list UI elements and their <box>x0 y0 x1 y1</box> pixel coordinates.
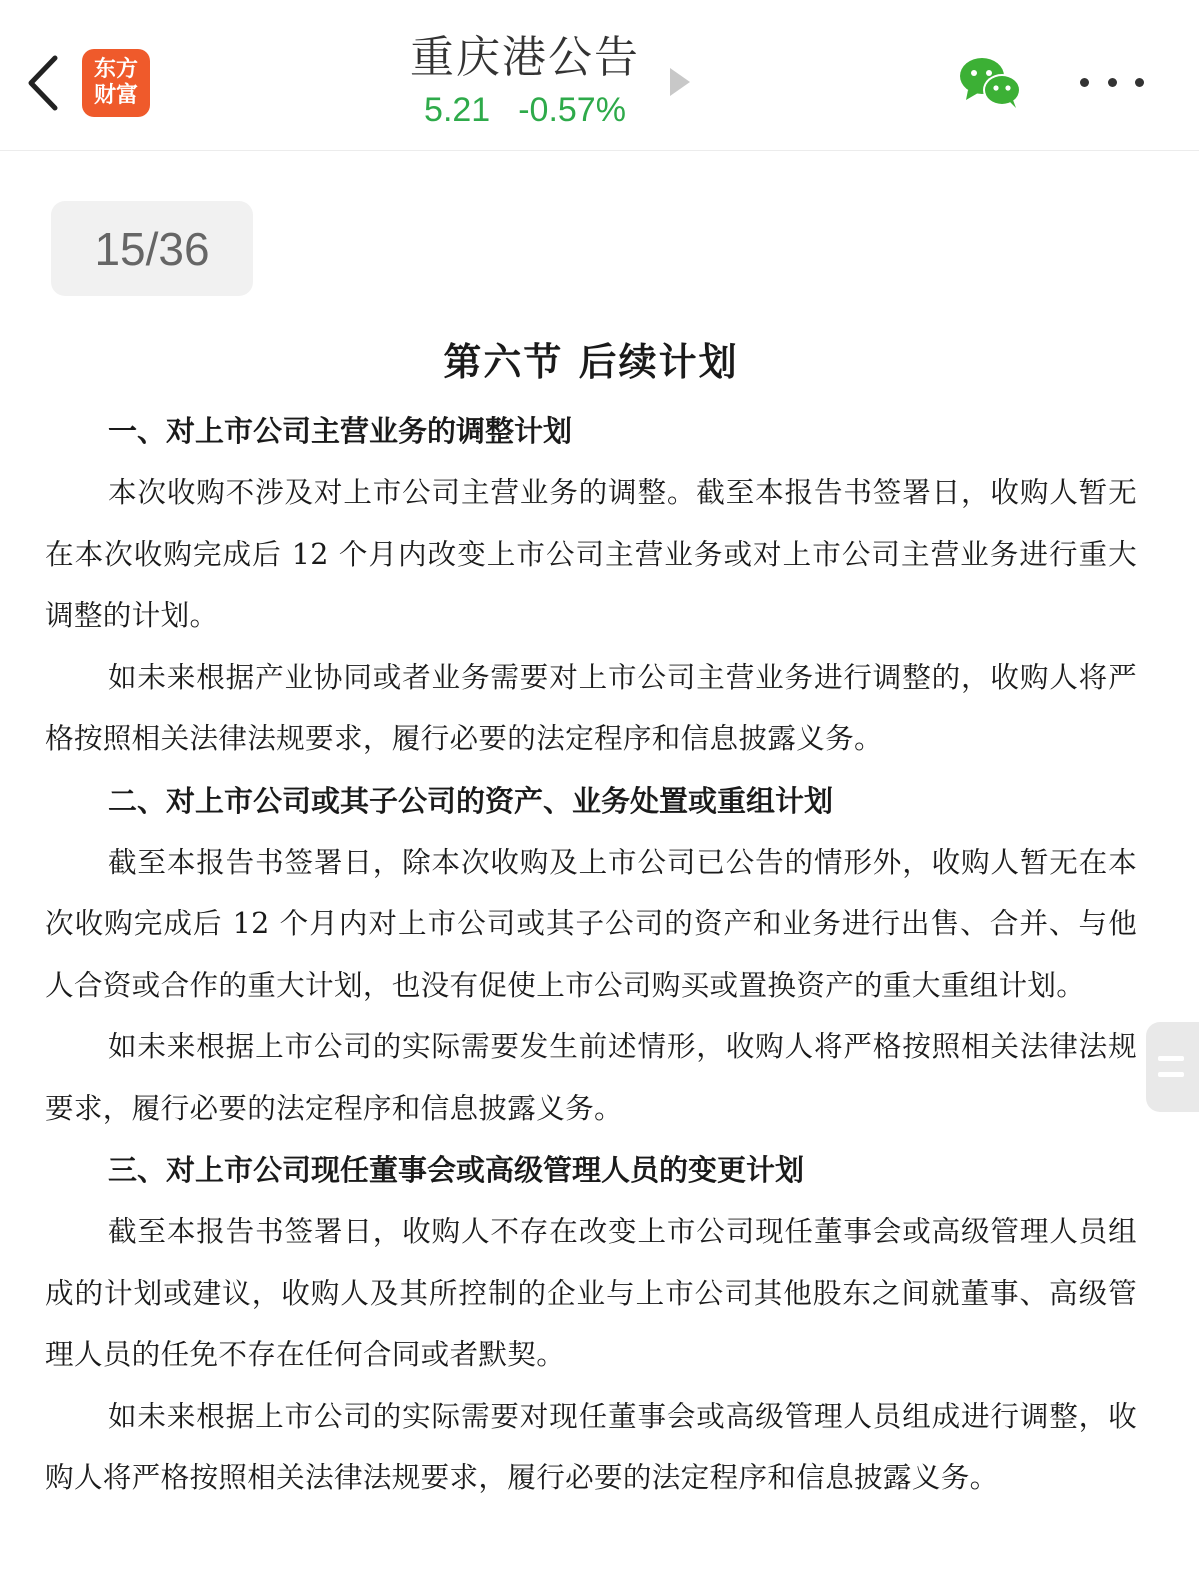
subsection-heading: 一、对上市公司主营业务的调整计划 <box>108 414 573 448</box>
logo-text-line1: 东方 <box>93 57 138 82</box>
top-bar <box>0 0 1199 151</box>
play-arrow-icon <box>666 66 694 98</box>
quote-detail-button[interactable] <box>666 66 694 98</box>
paragraph: 如未来根据上市公司的实际需要对现任董事会或高级管理人员组成进行调整，收购人将严格按照相关法律法规要求，履行必要的法定程序和信息披露义务。 <box>45 1398 1137 1494</box>
handle-line-icon <box>1158 1072 1184 1077</box>
back-arrow-icon <box>25 54 61 112</box>
paragraph: 如未来根据上市公司的实际需要发生前述情形，收购人将严格按照相关法律法规要求，履行必要的法定程序和信息披露义务。 <box>45 1029 1137 1125</box>
more-dots-icon <box>1135 78 1144 87</box>
wechat-share-button[interactable] <box>958 56 1024 110</box>
wechat-icon <box>958 56 1024 110</box>
side-drawer-handle[interactable] <box>1146 1022 1199 1112</box>
page-indicator: 15/36 <box>51 201 253 296</box>
more-dots-icon <box>1108 78 1117 87</box>
handle-line-icon <box>1158 1056 1184 1061</box>
paragraph: 截至本报告书签署日，除本次收购及上市公司已公告的情形外，收购人暂无在本次收购完成后 12 个月内对上市公司或其子公司的资产和业务进行出售、合并、与他人合资或合作的重大计划，也没有促使上市公司购买或置换资产的重大重组计划。 <box>45 844 1137 1002</box>
more-options-button[interactable] <box>1080 64 1144 100</box>
subsection-heading: 二、对上市公司或其子公司的资产、业务处置或重组计划 <box>108 783 834 818</box>
stock-price: 5.21 <box>424 91 491 129</box>
paragraph: 本次收购不涉及对上市公司主营业务的调整。截至本报告书签署日，收购人暂无在本次收购完成后 12 个月内改变上市公司主营业务或对上市公司主营业务进行重大调整的计划。 <box>45 475 1137 632</box>
subsection-heading: 三、对上市公司现任董事会或高级管理人员的变更计划 <box>108 1153 805 1187</box>
title-block <box>380 30 670 130</box>
more-dots-icon <box>1080 78 1089 87</box>
logo-text-line2: 财富 <box>93 83 138 108</box>
back-button[interactable] <box>18 48 68 118</box>
page-title: 重庆港公告 <box>410 32 640 83</box>
app-logo <box>82 49 150 117</box>
paragraph: 如未来根据产业协同或者业务需要对上市公司主营业务进行调整的，收购人将严格按照相关法律法规要求，履行必要的法定程序和信息披露义务。 <box>45 659 1137 755</box>
paragraph: 截至本报告书签署日，收购人不存在改变上市公司现任董事会或高级管理人员组成的计划或建议，收购人及其所控制的企业与上市公司其他股东之间就董事、高级管理人员的任免不存在任何合同或者默契。 <box>45 1214 1137 1371</box>
stock-quote <box>380 90 670 130</box>
section-title: 第六节 后续计划 <box>443 340 739 384</box>
document-body <box>45 330 1137 1509</box>
stock-change: -0.57% <box>518 91 626 129</box>
